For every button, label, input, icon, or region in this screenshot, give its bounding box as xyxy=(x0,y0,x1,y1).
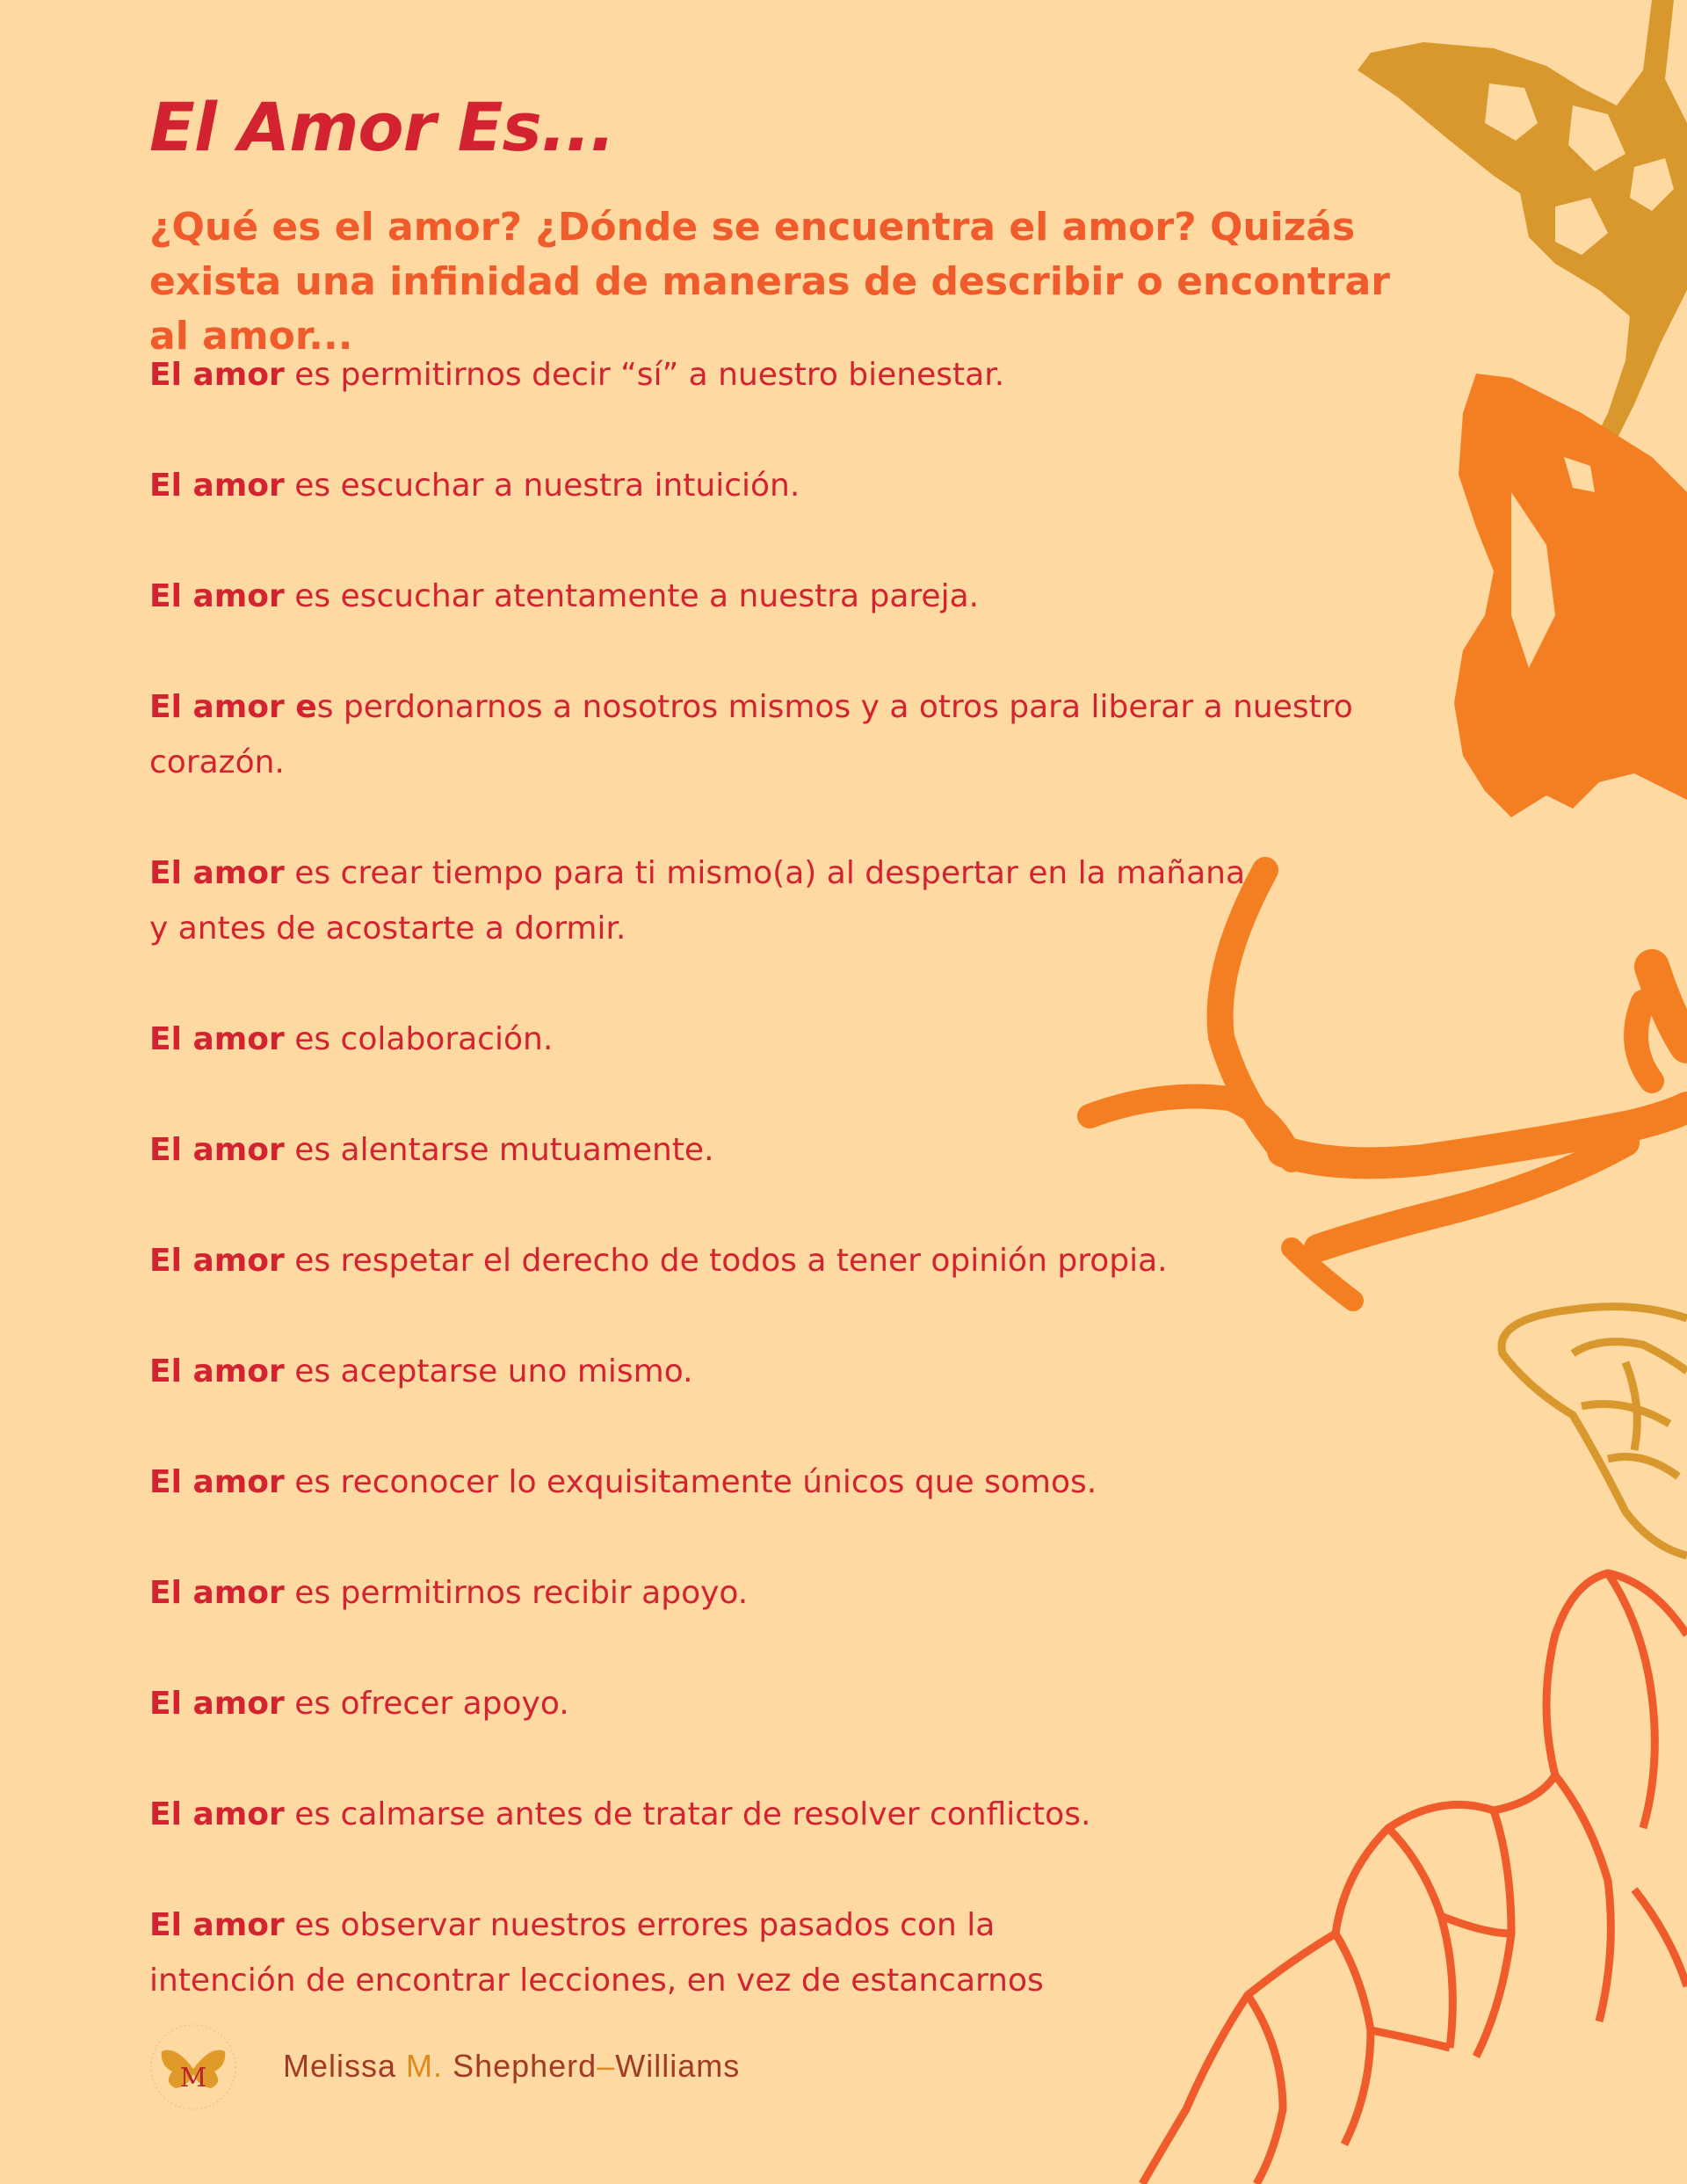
item-text: es crear tiempo para ti mismo(a) al despertar en la mañana y antes de acostarte a dormir. xyxy=(149,855,1246,947)
item-text: es observar nuestros errores pasados con la intención de encontrar lecciones, en vez de estancarnos xyxy=(149,1907,1044,1999)
item-lead: El amor xyxy=(149,1464,285,1500)
list-item xyxy=(149,458,1362,513)
list-item xyxy=(149,1344,1362,1399)
item-lead: El amor e xyxy=(149,689,317,725)
list-item xyxy=(149,1455,1362,1510)
list-item xyxy=(149,1787,1362,1842)
orange-butterfly-wing-icon xyxy=(1454,374,1687,817)
item-text: es escuchar a nuestra intuición. xyxy=(284,468,800,504)
item-lead: El amor xyxy=(149,855,285,891)
item-text: es escuchar atentamente a nuestra pareja. xyxy=(284,578,980,614)
item-lead: El amor xyxy=(149,1021,285,1057)
author-last-2: Williams xyxy=(615,2048,741,2084)
item-text: es aceptarse uno mismo. xyxy=(284,1353,693,1389)
item-lead: El amor xyxy=(149,1353,285,1389)
butterfly-logo-icon xyxy=(149,2023,237,2111)
item-text: es respetar el derecho de todos a tener opinión propia. xyxy=(284,1243,1168,1279)
author-middle: M. xyxy=(406,2048,444,2084)
item-lead: El amor xyxy=(149,1132,285,1168)
author-first: Melissa xyxy=(283,2048,397,2084)
item-text: es permitirnos decir “sí” a nuestro bienestar. xyxy=(284,357,1005,393)
item-lead: El amor xyxy=(149,468,285,504)
item-lead: El amor xyxy=(149,1796,285,1832)
item-lead: El amor xyxy=(149,357,285,393)
item-lead: El amor xyxy=(149,1575,285,1611)
list-item xyxy=(149,679,1362,790)
logo-letter: M xyxy=(179,2063,207,2093)
love-statements-list xyxy=(149,347,1362,2064)
page-title: El Amor Es... xyxy=(149,88,615,166)
author-last-1: Shepherd xyxy=(453,2048,597,2084)
gold-outline-butterfly-icon xyxy=(1502,1307,1687,1556)
list-item xyxy=(149,1897,1116,2008)
item-lead: El amor xyxy=(149,1907,285,1943)
list-item xyxy=(149,569,1362,624)
list-item xyxy=(149,1565,1362,1621)
list-item xyxy=(149,1676,1362,1731)
list-item xyxy=(149,1233,1362,1288)
list-item xyxy=(149,845,1256,956)
item-text: es reconocer lo exquisitamente únicos que somos. xyxy=(284,1464,1097,1500)
item-lead: El amor xyxy=(149,1686,285,1722)
item-text: s perdonarnos a nosotros mismos y a otros para liberar a nuestro corazón. xyxy=(149,689,1353,780)
author-name xyxy=(283,2048,740,2085)
author-separator: – xyxy=(597,2048,616,2084)
item-lead: El amor xyxy=(149,578,285,614)
item-text: es alentarse mutuamente. xyxy=(284,1132,714,1168)
item-text: es colaboración. xyxy=(284,1021,554,1057)
item-text: es ofrecer apoyo. xyxy=(284,1686,569,1722)
subtitle: ¿Qué es el amor? ¿Dónde se encuentra el amor? Quizás exista una infinidad de maneras de describir o encontrar al amor... xyxy=(149,205,1390,359)
item-lead: El amor xyxy=(149,1243,285,1279)
list-item xyxy=(149,347,1362,403)
list-item xyxy=(149,1012,1362,1067)
list-item xyxy=(149,1122,1362,1178)
item-text: es calmarse antes de tratar de resolver conflictos. xyxy=(284,1796,1091,1832)
item-text: es permitirnos recibir apoyo. xyxy=(284,1575,749,1611)
